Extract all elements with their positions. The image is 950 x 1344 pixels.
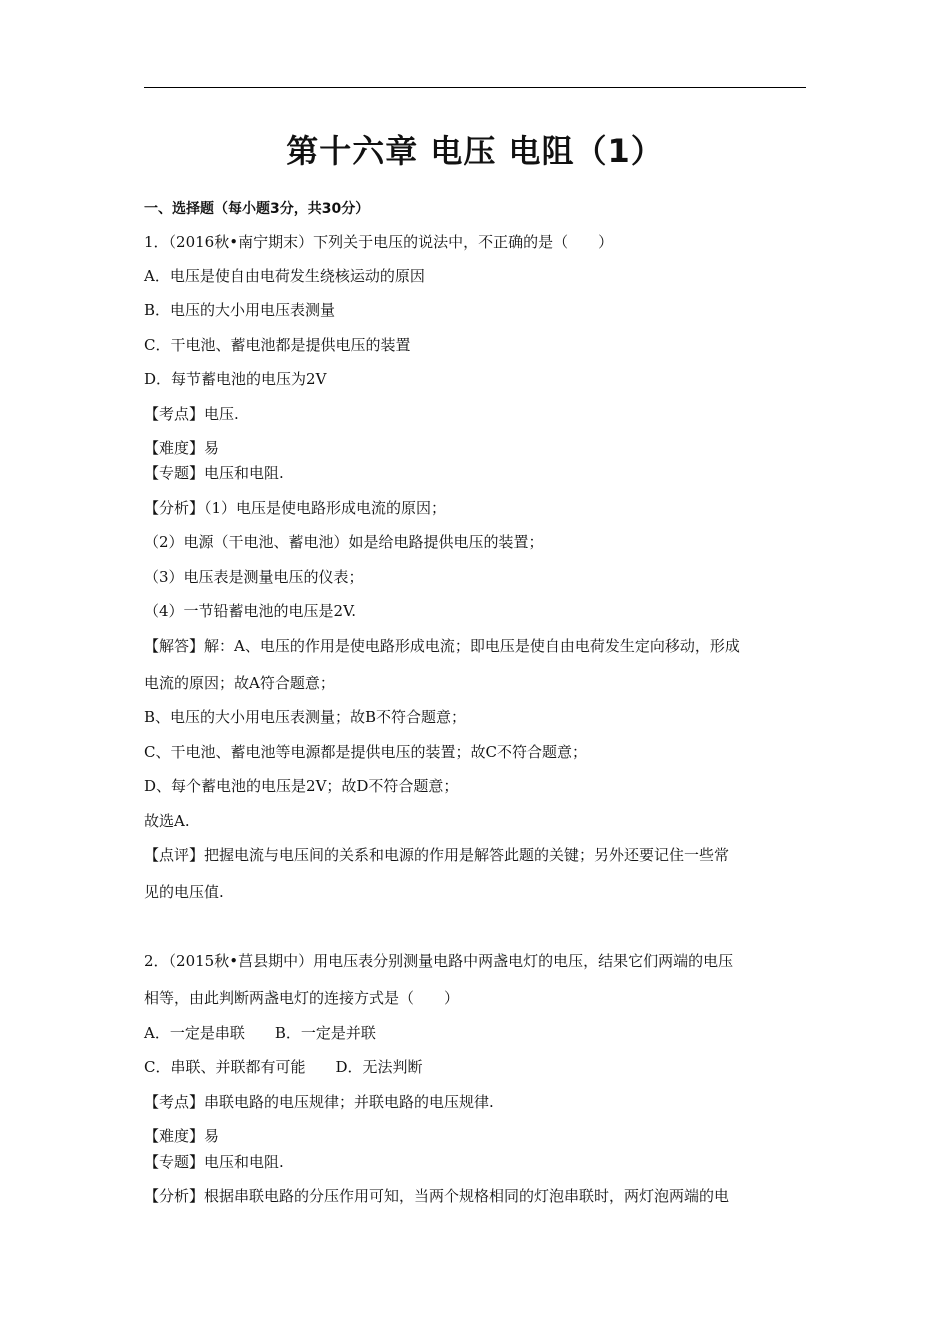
- q1-jieda-5: D、每个蓄电池的电压是2V；故D不符合题意；: [144, 777, 459, 795]
- q2-zhuanti: 【专题】电压和电阻.: [144, 1153, 284, 1171]
- q1-jieda-6: 故选A.: [144, 812, 190, 830]
- q2-options-row-1: A．一定是串联 B．一定是并联: [144, 1024, 376, 1042]
- q1-kaodian: 【考点】电压.: [144, 405, 239, 423]
- q2-stem-2: 相等，由此判断两盏电灯的连接方式是（ ）: [144, 989, 460, 1007]
- q2-kaodian: 【考点】串联电路的电压规律；并联电路的电压规律.: [144, 1093, 494, 1111]
- q1-dianping-2: 见的电压值.: [144, 883, 224, 901]
- q1-jieda-3: B、电压的大小用电压表测量；故B不符合题意；: [144, 708, 467, 726]
- header-rule: [144, 87, 806, 88]
- q2-fenxi: 【分析】根据串联电路的分压作用可知，当两个规格相同的灯泡串联时，两灯泡两端的电: [144, 1187, 730, 1205]
- q1-option-a: A．电压是使自由电荷发生绕核运动的原因: [144, 267, 425, 285]
- q1-fenxi-2: （2）电源（干电池、蓄电池）如是给电路提供电压的装置；: [144, 533, 544, 551]
- q2-options-row-2: C．串联、并联都有可能 D．无法判断: [144, 1058, 423, 1076]
- section-heading: 一、选择题（每小题3分，共30分）: [144, 201, 370, 217]
- page-title: 第十六章 电压 电阻（1）: [286, 132, 664, 170]
- q1-dianping-1: 【点评】把握电流与电压间的关系和电源的作用是解答此题的关键；另外还要记住一些常: [144, 846, 730, 864]
- q1-fenxi-3: （3）电压表是测量电压的仪表；: [144, 568, 364, 586]
- q1-fenxi-4: （4）一节铅蓄电池的电压是2V.: [144, 602, 357, 620]
- q1-option-d: D．每节蓄电池的电压为2V: [144, 370, 327, 388]
- q1-jieda-1: 【解答】解：A、电压的作用是使电路形成电流；即电压是使自由电荷发生定向移动，形成: [144, 637, 740, 655]
- q1-stem: 1．（2016秋•南宁期末）下列关于电压的说法中，不正确的是（ ）: [144, 233, 614, 251]
- q1-option-c: C．干电池、蓄电池都是提供电压的装置: [144, 336, 411, 354]
- q1-option-b: B．电压的大小用电压表测量: [144, 301, 336, 319]
- q1-fenxi-1: 【分析】（1）电压是使电路形成电流的原因；: [144, 499, 447, 517]
- q1-nandu: 【难度】易: [144, 439, 220, 457]
- q2-nandu: 【难度】易: [144, 1127, 220, 1145]
- q1-jieda-4: C、干电池、蓄电池等电源都是提供电压的装置；故C不符合题意；: [144, 743, 587, 761]
- q1-jieda-2: 电流的原因；故A符合题意；: [144, 674, 335, 692]
- q1-zhuanti: 【专题】电压和电阻.: [144, 464, 284, 482]
- q2-stem-1: 2．（2015秋•莒县期中）用电压表分别测量电路中两盏电灯的电压，结果它们两端的电压: [144, 952, 734, 970]
